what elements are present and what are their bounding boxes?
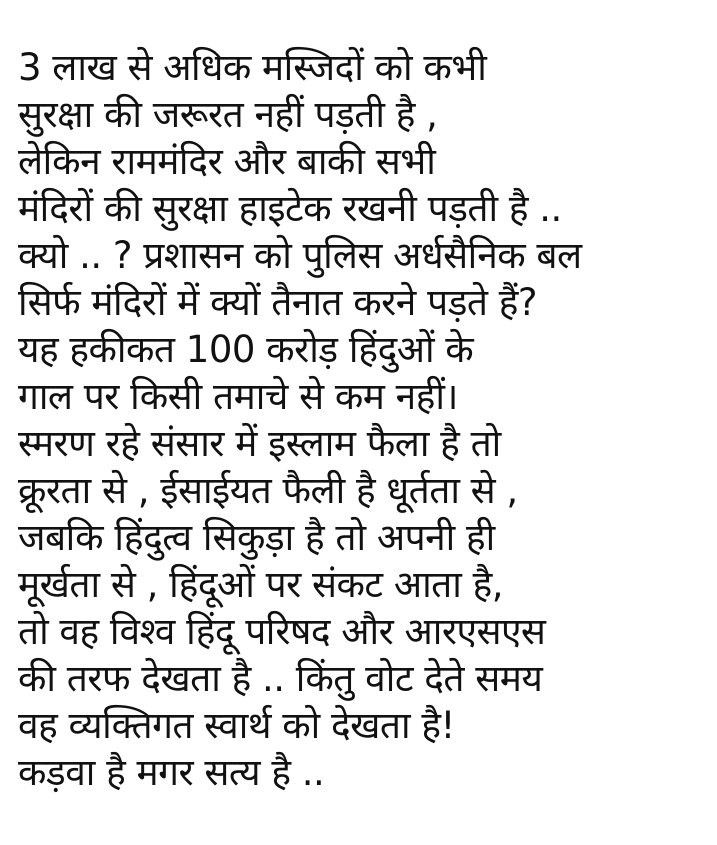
text-line: की तरफ देखता है .. किंतु वोट देते समय	[18, 657, 543, 700]
text-line: यह हकीकत 100 करोड़ हिंदुओं के	[18, 328, 474, 371]
text-line: 3 लाख से अधिक मस्जिदों को कभी	[18, 46, 487, 89]
text-line: सुरक्षा की जरूरत नहीं पड़ती है ,	[18, 93, 438, 136]
text-line: मूर्खता से , हिंदूओं पर संकट आता है,	[18, 563, 503, 606]
post-text	[18, 44, 708, 796]
text-line: क्रूरता से , ईसाईयत फैली है धूर्तता से ,	[18, 469, 518, 512]
text-line: लेकिन राममंदिर और बाकी सभी	[18, 140, 436, 183]
text-line: स्मरण रहे संसार में इस्लाम फैला है तो	[18, 422, 501, 465]
text-line: मंदिरों की सुरक्षा हाइटेक रखनी पड़ती है ..	[18, 187, 562, 230]
text-line: क्यो .. ? प्रशासन को पुलिस अर्धसैनिक बल	[18, 234, 582, 277]
text-line: तो वह विश्व हिंदू परिषद और आरएसएस	[18, 610, 546, 653]
text-line: सिर्फ मंदिरों में क्यों तैनात करने पड़ते हैं?	[18, 281, 538, 324]
text-line: गाल पर किसी तमाचे से कम नहीं।	[18, 375, 458, 418]
text-line: वह व्यक्तिगत स्वार्थ को देखता है!	[18, 704, 455, 747]
text-line: कड़वा है मगर सत्य है ..	[18, 751, 325, 794]
text-line: जबकि हिंदुत्व सिकुड़ा है तो अपनी ही	[18, 516, 495, 559]
